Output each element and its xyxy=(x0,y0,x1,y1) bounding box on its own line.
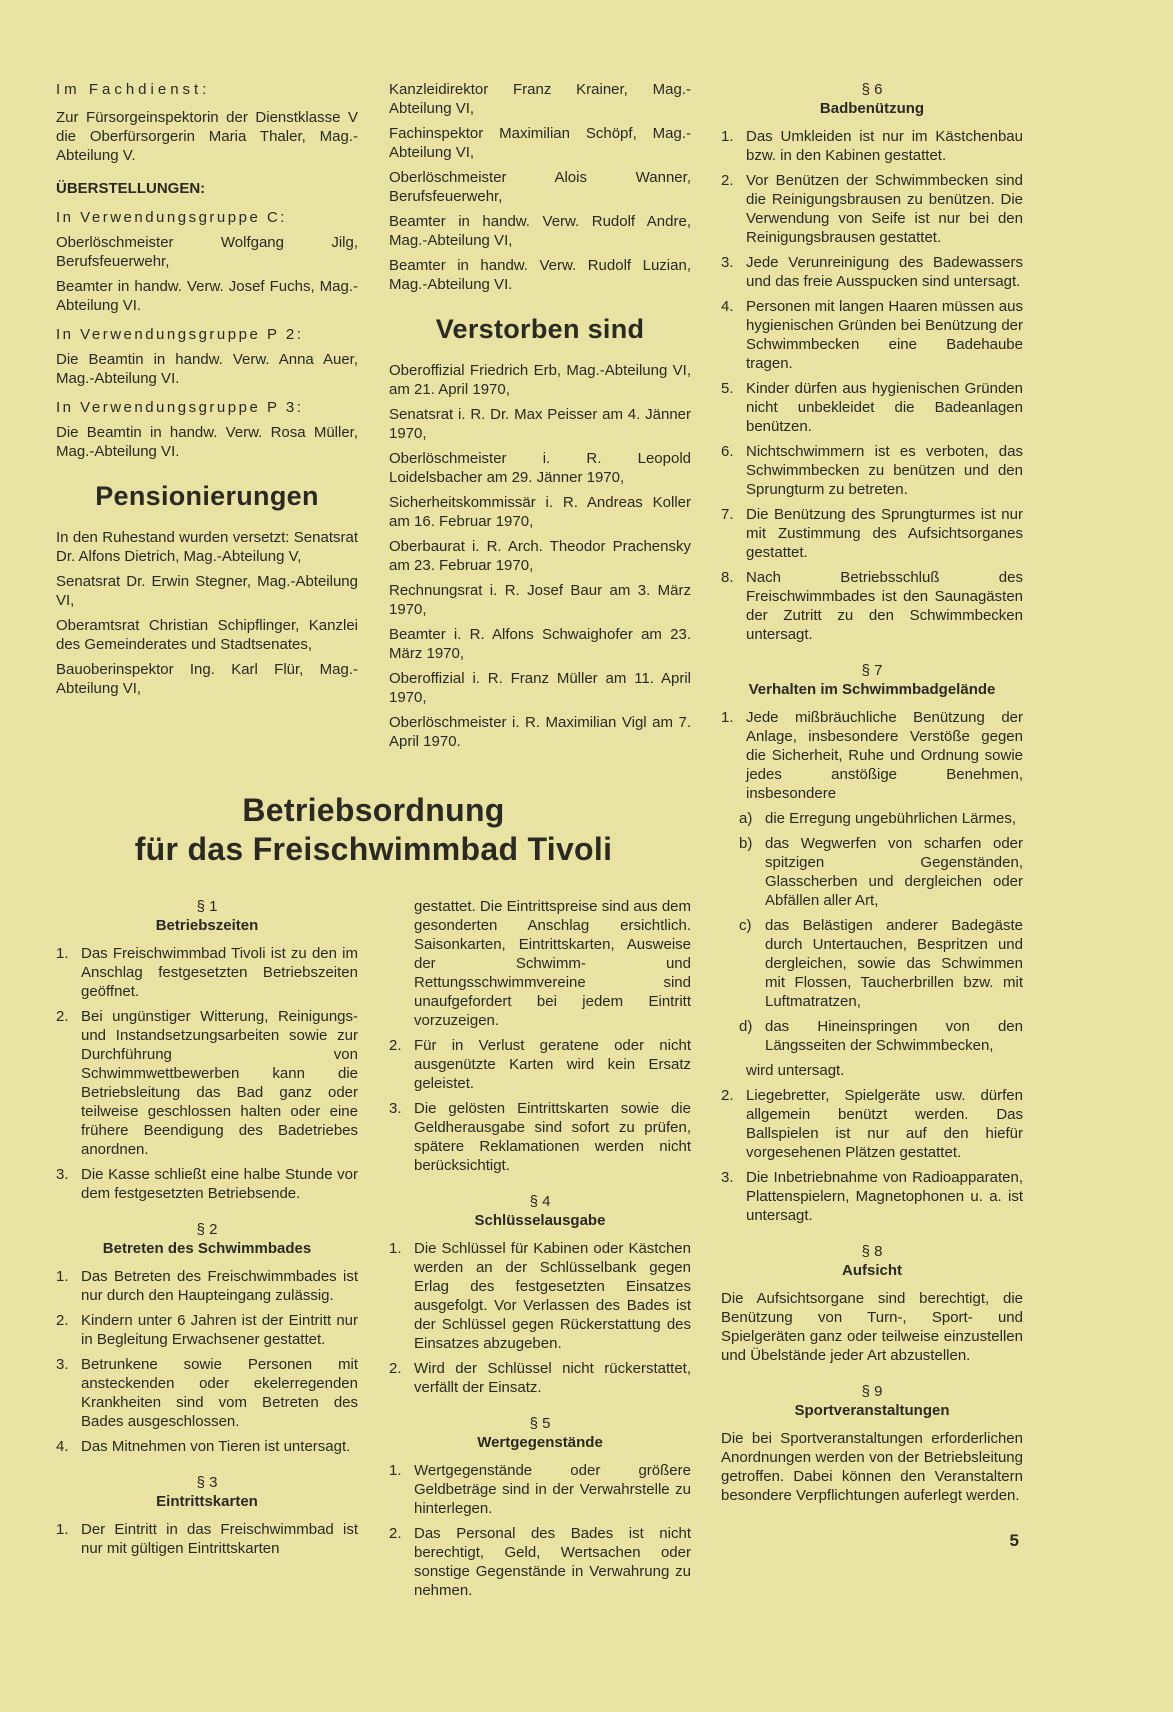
item-number: 8. xyxy=(721,569,734,586)
item-text: Die Benützung des Sprungturmes ist nur mit Zustimmung des Aufsichtsorganes gestattet. xyxy=(746,506,1023,561)
item-number: 3. xyxy=(56,1356,69,1373)
article-title xyxy=(56,791,691,869)
item-number: 6. xyxy=(721,443,734,460)
obituary-entry: Sicherheitskommissär i. R. Andreas Koller am 16. Februar 1970, xyxy=(389,494,691,530)
rule-item xyxy=(56,1355,358,1431)
item-number: 4. xyxy=(721,298,734,315)
item-number: 7. xyxy=(721,506,734,523)
section-number: § 4 xyxy=(529,1193,551,1210)
section-title: Aufsicht xyxy=(842,1262,902,1279)
pensionierungen-heading: Pensionierungen xyxy=(95,481,319,511)
item-text: Kinder dürfen aus hygienischen Gründen nicht unbekleidet die Badeanlagen benützen. xyxy=(746,380,1023,435)
subitem-text: das Wegwerfen von scharfen oder spitzigen Gegenständen, Glasscherben und dergleichen oder Abfällen aller Art, xyxy=(765,835,1023,909)
subitem-letter: d) xyxy=(739,1018,753,1035)
rule-subitem xyxy=(739,916,1023,1011)
obituary-entry: Oberbaurat i. R. Arch. Theodor Prachensky am 23. Februar 1970, xyxy=(389,538,691,574)
group-heading: In Verwendungsgruppe C: xyxy=(56,209,287,226)
rule-item xyxy=(721,297,1023,373)
item-number: 1. xyxy=(56,1521,69,1538)
item-text: Das Umkleiden ist nur im Kästchenbau bzw. in den Kabinen gestattet. xyxy=(746,128,1023,164)
item-number: 1. xyxy=(56,945,69,962)
item-text: Die Kasse schließt eine halbe Stunde vor dem festgesetzten Betriebsende. xyxy=(81,1166,358,1202)
item-number: 2. xyxy=(721,172,734,189)
item-number: 3. xyxy=(721,254,734,271)
column-2-top xyxy=(389,80,691,757)
item-text: Die gelösten Eintrittskarten sowie die Geldherausgabe sind sofort zu prüfen, spätere Reklamationen werden nicht berücksichtigt. xyxy=(414,1100,691,1174)
obituary-entry: Rechnungsrat i. R. Josef Baur am 3. März 1970, xyxy=(389,582,691,618)
obituary-entry: Oberoffizial i. R. Franz Müller am 11. April 1970, xyxy=(389,670,691,706)
section-3 xyxy=(56,1473,358,1558)
item-number: 1. xyxy=(56,1268,69,1285)
rule-item xyxy=(721,171,1023,247)
section-2 xyxy=(56,1220,358,1456)
rule-item xyxy=(56,944,358,1001)
personnel-entry: Fachinspektor Maximilian Schöpf, Mag.-Abteilung VI, xyxy=(389,125,691,161)
article-title-line2: für das Freischwimmbad Tivoli xyxy=(134,831,613,867)
item-trailer: wird untersagt. xyxy=(746,1062,845,1079)
item-number: 3. xyxy=(721,1169,734,1186)
rule-subitem xyxy=(739,809,1023,828)
section-number: § 9 xyxy=(861,1383,883,1400)
item-number: 3. xyxy=(56,1166,69,1183)
item-text: Jede mißbräuchliche Benützung der Anlage, insbesondere Verstöße gegen die Sicherheit, Ruhe und Ordnung sowie jedes anstößige Benehmen, insbesondere xyxy=(746,709,1023,802)
item-number: 2. xyxy=(389,1525,402,1542)
fachdienst-heading: Im Fachdienst: xyxy=(56,81,211,98)
item-number: 2. xyxy=(56,1312,69,1329)
section-8 xyxy=(721,1242,1023,1365)
item-text: Bei ungünstiger Witterung, Reinigungs- und Instandsetzungsarbeiten sowie zur Durchführung von Schwimmwettbewerben kann die Betriebsleitung das Bad ganz oder teilweise geschlossen halten oder eine frühere Beendigung des Badetriebes anordnen. xyxy=(81,1008,358,1158)
page-content xyxy=(56,80,1023,1606)
personnel-entry: Senatsrat Dr. Erwin Stegner, Mag.-Abteilung VI, xyxy=(56,573,358,609)
item-text: Für in Verlust geratene oder nicht ausgenützte Karten wird kein Ersatz geleistet. xyxy=(414,1037,691,1092)
item-text: Kindern unter 6 Jahren ist der Eintritt nur in Begleitung Erwachsener gestattet. xyxy=(81,1312,358,1348)
item-text: Das Mitnehmen von Tieren ist untersagt. xyxy=(81,1438,351,1455)
rule-item xyxy=(721,505,1023,562)
column-3 xyxy=(721,80,1023,1550)
section-title: Betriebszeiten xyxy=(155,917,259,934)
personnel-entry: Oberamtsrat Christian Schipflinger, Kanzlei des Gemeinderates und Stadtsenates, xyxy=(56,617,358,653)
item-text: Nichtschwimmern ist es verboten, das Schwimmbecken zu benützen und den Sprungturm zu betreten. xyxy=(746,443,1023,498)
personnel-entry: Oberlöschmeister Alois Wanner, Berufsfeuerwehr, xyxy=(389,169,691,205)
ueberstellungen-heading: ÜBERSTELLUNGEN: xyxy=(56,180,206,197)
obituary-entry: Beamter i. R. Alfons Schwaighofer am 23. März 1970, xyxy=(389,626,691,662)
subitem-letter: c) xyxy=(739,917,752,934)
rule-item xyxy=(389,1239,691,1353)
fachdienst-paragraph: Zur Fürsorgeinspektorin der Dienstklasse V die Oberfürsorgerin Maria Thaler, Mag.-Abteilung V. xyxy=(56,109,358,164)
column-2-bottom xyxy=(389,897,691,1606)
rule-item xyxy=(389,1461,691,1518)
item-number: 3. xyxy=(389,1100,402,1117)
section-number: § 6 xyxy=(861,81,883,98)
rule-item xyxy=(721,708,1023,803)
section-number: § 7 xyxy=(861,662,883,679)
item-number: 1. xyxy=(389,1240,402,1257)
item-text: Nach Betriebsschluß des Freischwimmbades ist den Saunagästen der Zutritt zu den Schwimmbecken untersagt. xyxy=(746,569,1023,643)
section-5 xyxy=(389,1414,691,1600)
item-text: Das Freischwimmbad Tivoli ist zu den im Anschlag festgesetzten Betriebszeiten geöffnet. xyxy=(81,945,358,1000)
personnel-columns xyxy=(56,80,691,757)
rule-item xyxy=(721,253,1023,291)
personnel-entry: Die Beamtin in handw. Verw. Anna Auer, Mag.-Abteilung VI. xyxy=(56,351,358,387)
personnel-entry: Oberlöschmeister Wolfgang Jilg, Berufsfeuerwehr, xyxy=(56,234,358,270)
item-text: Das Betreten des Freischwimmbades ist nur durch den Haupteingang zulässig. xyxy=(81,1268,358,1304)
section-number: § 5 xyxy=(529,1415,551,1432)
group-heading: In Verwendungsgruppe P 2: xyxy=(56,326,304,343)
personnel-entry: Bauoberinspektor Ing. Karl Flür, Mag.-Abteilung VI, xyxy=(56,661,358,697)
section-7 xyxy=(721,661,1023,1225)
column-1-top xyxy=(56,80,358,704)
rule-item xyxy=(389,1036,691,1093)
section-title: Sportveranstaltungen xyxy=(794,1402,950,1419)
subitem-letter: a) xyxy=(739,810,753,827)
item-text: Personen mit langen Haaren müssen aus hygienischen Gründen bei Benützung der Schwimmbecken eine Badehaube tragen. xyxy=(746,298,1023,372)
rule-subitem xyxy=(739,1017,1023,1055)
section-6 xyxy=(721,80,1023,644)
obituary-entry: Oberlöschmeister i. R. Leopold Loidelsbacher am 29. Jänner 1970, xyxy=(389,450,691,486)
subitem-text: das Belästigen anderer Badegäste durch Untertauchen, Bespritzen und dergleichen, sowie das Schwimmen mit Flossen, Taucherbrillen bzw. mit Luftmatratzen, xyxy=(765,917,1023,1010)
article-title-line1: Betriebsordnung xyxy=(242,792,505,828)
personnel-entry: Die Beamtin in handw. Verw. Rosa Müller, Mag.-Abteilung VI. xyxy=(56,424,358,460)
personnel-entry: In den Ruhestand wurden versetzt: Senatsrat Dr. Alfons Dietrich, Mag.-Abteilung V, xyxy=(56,529,358,565)
section-title: Betreten des Schwimmbades xyxy=(102,1240,312,1257)
subitem-text: das Hineinspringen von den Längsseiten der Schwimmbecken, xyxy=(765,1018,1023,1054)
rules-columns xyxy=(56,897,691,1606)
rule-item xyxy=(56,1437,358,1456)
item-number: 5. xyxy=(721,380,734,397)
obituary-entry: Oberlöschmeister i. R. Maximilian Vigl am 7. April 1970. xyxy=(389,714,691,750)
subitem-text: die Erregung ungebührlichen Lärmes, xyxy=(765,810,1016,827)
personnel-entry: Kanzleidirektor Franz Krainer, Mag.-Abteilung VI, xyxy=(389,81,691,117)
section-number: § 3 xyxy=(196,1474,218,1491)
item-text: Die Schlüssel für Kabinen oder Kästchen werden an der Schlüsselbank gegen Erlag des festgesetzten Einsatzes ausgefolgt. Vor Verlassen des Bades ist der Schlüssel gegen Rückerstattung des Einsatzes abzugeben. xyxy=(414,1240,691,1352)
rule-item xyxy=(721,379,1023,436)
section-number: § 1 xyxy=(196,898,218,915)
rule-item xyxy=(721,127,1023,165)
personnel-entry: Beamter in handw. Verw. Josef Fuchs, Mag.-Abteilung VI. xyxy=(56,278,358,314)
item-number: 1. xyxy=(721,709,734,726)
section-paragraph: Die Aufsichtsorgane sind berechtigt, die Benützung von Turn-, Sport- und Spielgeräten ganz oder teilweise einzustellen und Übelstände jeder Art abzustellen. xyxy=(721,1290,1023,1364)
item-number: 2. xyxy=(389,1360,402,1377)
section-4 xyxy=(389,1192,691,1397)
item-text: Der Eintritt in das Freischwimmbad ist nur mit gültigen Eintrittskarten xyxy=(81,1521,358,1557)
section-number: § 8 xyxy=(861,1243,883,1260)
item-text: Vor Benützen der Schwimmbecken sind die Reinigungsbrausen zu benützen. Die Verwendung von Seife ist nur bei den Reinigungsbrausen gestattet. xyxy=(746,172,1023,246)
rule-item xyxy=(56,1520,358,1558)
rule-item xyxy=(389,1359,691,1397)
section-title: Eintrittskarten xyxy=(156,1493,258,1510)
section-title: Verhalten im Schwimmbadgelände xyxy=(748,681,996,698)
item-text: Jede Verunreinigung des Badewassers und das freie Ausspucken sind untersagt. xyxy=(746,254,1023,290)
rule-subitem xyxy=(739,834,1023,910)
rule-item xyxy=(389,1099,691,1175)
rule-item xyxy=(56,1311,358,1349)
subitem-letter: b) xyxy=(739,835,753,852)
section-paragraph: Die bei Sportveranstaltungen erforderlichen Anordnungen werden von der Betriebsleitung getroffen. Dabei können den Veranstaltern besondere Verpflichtungen auferlegt werden. xyxy=(721,1430,1023,1504)
verstorben-heading: Verstorben sind xyxy=(435,314,645,344)
item-number: 2. xyxy=(56,1008,69,1025)
section-9 xyxy=(721,1382,1023,1505)
item-continuation: gestattet. Die Eintrittspreise sind aus dem gesonderten Anschlag ersichtlich. Saisonkarten, Eintrittskarten, Ausweise der Schwimm- und Rettungsschwimmvereine sind unaufgefordert bei jedem Eintritt vorzuzeigen. xyxy=(414,898,691,1029)
item-text: Das Personal des Bades ist nicht berechtigt, Geld, Wertsachen oder sonstige Gegenstände in Verwahrung zu nehmen. xyxy=(414,1525,691,1599)
item-text: Betrunkene sowie Personen mit ansteckenden oder ekelerregenden Krankheiten sind vom Betreten des Bades ausgeschlossen. xyxy=(81,1356,358,1430)
personnel-entry: Beamter in handw. Verw. Rudolf Luzian, Mag.-Abteilung VI. xyxy=(389,257,691,293)
rule-item xyxy=(56,1165,358,1203)
rule-item xyxy=(721,442,1023,499)
item-number: 4. xyxy=(56,1438,69,1455)
item-text: Wird der Schlüssel nicht rückerstattet, verfällt der Einsatz. xyxy=(414,1360,691,1396)
obituary-entry: Oberoffizial Friedrich Erb, Mag.-Abteilung VI, am 21. April 1970, xyxy=(389,362,691,398)
obituary-entry: Senatsrat i. R. Dr. Max Peisser am 4. Jänner 1970, xyxy=(389,406,691,442)
rule-item xyxy=(56,1007,358,1159)
rule-item xyxy=(56,1267,358,1305)
left-region xyxy=(56,80,691,1606)
section-title: Schlüsselausgabe xyxy=(474,1212,606,1229)
item-number: 1. xyxy=(389,1462,402,1479)
item-number: 2. xyxy=(389,1037,402,1054)
section-1 xyxy=(56,897,358,1203)
rule-item xyxy=(721,1168,1023,1225)
group-heading: In Verwendungsgruppe P 3: xyxy=(56,399,304,416)
personnel-entry: Beamter in handw. Verw. Rudolf Andre, Mag.-Abteilung VI, xyxy=(389,213,691,249)
column-1-bottom xyxy=(56,897,358,1564)
item-text: Liegebretter, Spielgeräte usw. dürfen allgemein benützt werden. Das Ballspielen ist nur auf den hiefür vorgesehenen Plätzen gestattet. xyxy=(746,1087,1023,1161)
section-title: Wertgegenstände xyxy=(477,1434,603,1451)
page-number: 5 xyxy=(1009,1531,1019,1550)
section-number: § 2 xyxy=(196,1221,218,1238)
item-text: Wertgegenstände oder größere Geldbeträge sind in der Verwahrstelle zu hinterlegen. xyxy=(414,1462,691,1517)
rule-item xyxy=(389,1524,691,1600)
item-number: 1. xyxy=(721,128,734,145)
rule-item xyxy=(721,1086,1023,1162)
item-number: 2. xyxy=(721,1087,734,1104)
item-text: Die Inbetriebnahme von Radioapparaten, Plattenspielern, Magnetophonen u. a. ist untersagt. xyxy=(746,1169,1023,1224)
rule-item xyxy=(721,568,1023,644)
section-title: Badbenützung xyxy=(819,100,925,117)
